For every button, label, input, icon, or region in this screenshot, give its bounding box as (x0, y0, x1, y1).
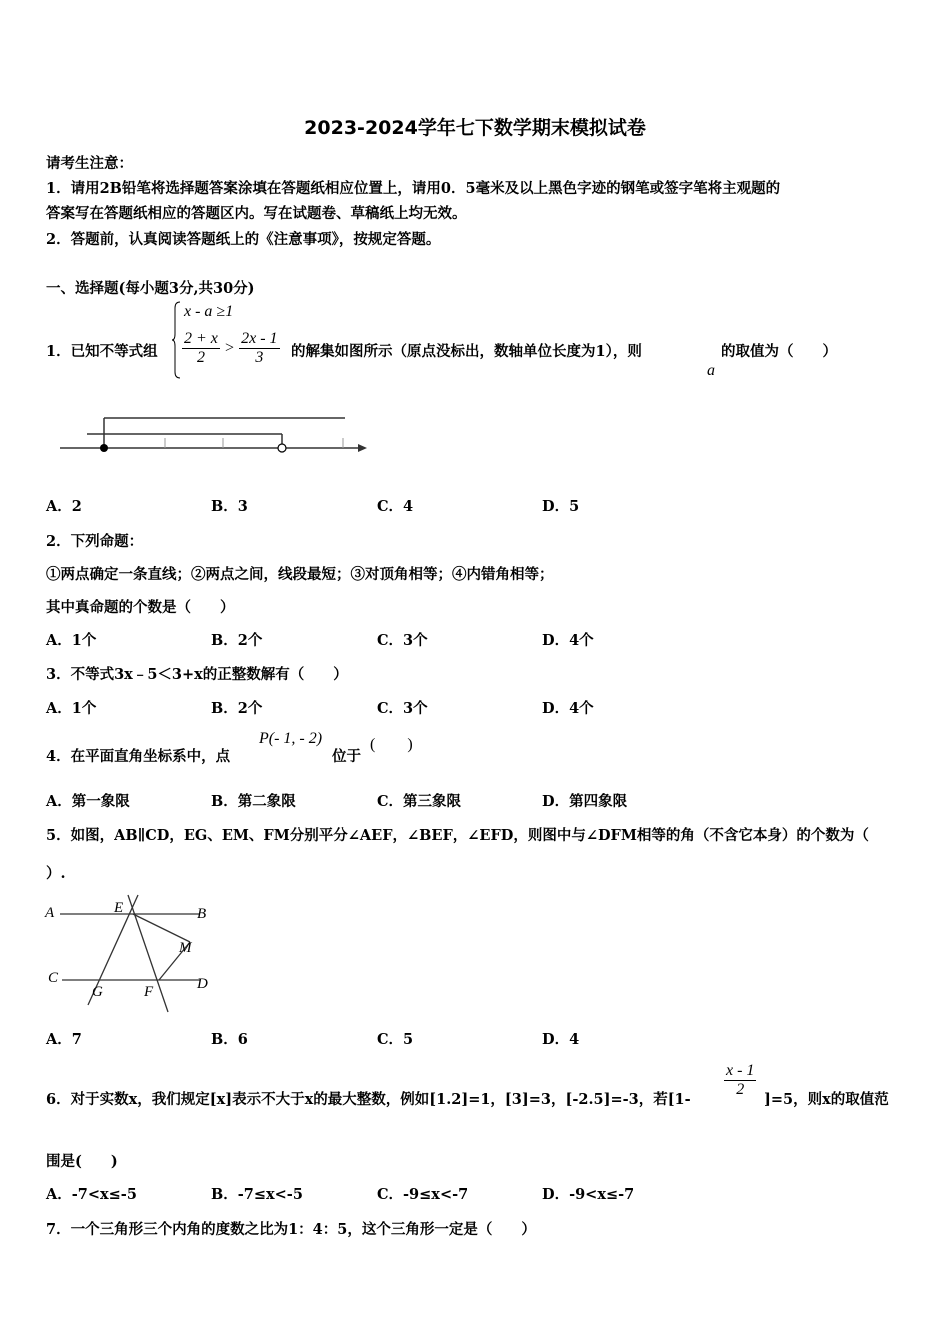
q6-option-c: C．-9≤x<-7 (377, 1186, 469, 1203)
q2-option-c: C．3个 (377, 632, 428, 649)
q4-suffix: 位于 (332, 748, 361, 765)
q1-frac2: $\frac{2x - 1}{3}$ (241, 330, 278, 366)
q4-point: P(- 1, - 2) (259, 730, 323, 747)
q5-option-c: C．5 (377, 1031, 414, 1048)
q3-option-d: D．4个 (542, 700, 594, 717)
q3-option-a: A．1个 (46, 700, 97, 717)
q6-prefix: 6．对于实数x，我们规定[x]表示不大于x的最大整数，例如[1.2]=1，[3]=3，[-2.5]=-3，若[1- (46, 1091, 691, 1108)
q1-system-line1: x - a ≥1 (184, 303, 234, 320)
q4-option-d: D．第四象限 (542, 793, 628, 810)
q4-prefix: 4．在平面直角坐标系中，点 (46, 748, 231, 765)
q2-option-d: D．4个 (542, 632, 594, 649)
notice-line-1: 1．请用2B铅笔将选择题答案涂填在答题纸相应位置上，请用0．5毫米及以上黑色字迹的钢笔或签字笔将主观题的 (46, 180, 781, 197)
q1-brace (172, 300, 182, 380)
label-m: M (179, 940, 192, 956)
q4-option-a: A．第一象限 (46, 793, 130, 810)
label-g: G (92, 984, 103, 1000)
q6-option-b: B．-7≤x<-5 (211, 1186, 303, 1203)
q4-paren: ( ) (370, 736, 413, 753)
notice-heading: 请考生注意： (46, 155, 133, 172)
q5-stem-end: ）. (46, 865, 66, 882)
q1-tail: 的取值为（ ） (721, 343, 837, 360)
q2-ask: 其中真命题的个数是（ ） (46, 599, 235, 616)
q1-option-d: D．5 (542, 498, 580, 515)
q1-prefix: 1．已知不等式组 (46, 343, 158, 360)
q1-var-a: a (707, 362, 715, 379)
q2-stem: 2．下列命题： (46, 533, 144, 550)
notice-line-3: 2．答题前，认真阅读答题纸上的《注意事项》，按规定答题。 (46, 231, 441, 248)
q4-option-b: B．第二象限 (211, 793, 296, 810)
q4-option-c: C．第三象限 (377, 793, 462, 810)
q3-stem: 3．不等式3x﹣5＜3+x的正整数解有（ ） (46, 666, 348, 683)
q1-option-a: A．2 (46, 498, 82, 515)
q1-option-c: C．4 (377, 498, 414, 515)
q2-option-b: B．2个 (211, 632, 263, 649)
q7-stem: 7．一个三角形三个内角的度数之比为1：4：5，这个三角形一定是（ ） (46, 1221, 536, 1238)
q5-option-d: D．4 (542, 1031, 580, 1048)
q1-suffix: 的解集如图所示（原点没标出，数轴单位长度为1），则 (291, 343, 642, 360)
section-heading: 一、选择题(每小题3分,共30分) (46, 280, 255, 297)
q6-suffix: ]=5，则x的取值范 (764, 1091, 889, 1108)
label-a: A (45, 905, 55, 921)
q3-option-b: B．2个 (211, 700, 263, 717)
q5-option-a: A．7 (46, 1031, 82, 1048)
q1-system-line2: $\frac{2 + x}{2}$ > $\frac{2x - 1}{3}$ (184, 330, 278, 366)
q6-line2: 围是( ) (46, 1153, 118, 1170)
q6-fraction: $\frac{x - 1}{2}$ (726, 1062, 755, 1098)
q2-items: ①两点确定一条直线；②两点之间，线段最短；③对顶角相等；④内错角相等； (46, 566, 554, 583)
q1-frac1: $\frac{2 + x}{2}$ (184, 330, 218, 366)
label-c: C (48, 970, 59, 986)
q2-option-a: A．1个 (46, 632, 97, 649)
q3-option-c: C．3个 (377, 700, 428, 717)
q6-option-d: D．-9<x≤-7 (542, 1186, 635, 1203)
q5-stem: 5．如图，AB∥CD，EG、EM、FM分别平分∠AEF，∠BEF，∠EFD，则图中与∠DFM相等的角（不含它本身）的个数为（ (46, 827, 869, 844)
label-d: D (197, 976, 208, 992)
q5-figure (40, 890, 220, 1020)
label-b: B (197, 906, 207, 922)
q1-option-b: B．3 (211, 498, 248, 515)
q5-option-b: B．6 (211, 1031, 248, 1048)
notice-line-2: 答案写在答题纸相应的答题区内。写在试题卷、草稿纸上均无效。 (46, 205, 467, 222)
page-title: 2023-2024学年七下数学期末模拟试卷 (304, 117, 646, 139)
label-f: F (144, 984, 154, 1000)
q6-option-a: A．-7<x≤-5 (46, 1186, 137, 1203)
q1-number-line (55, 410, 375, 465)
label-e: E (114, 900, 124, 916)
